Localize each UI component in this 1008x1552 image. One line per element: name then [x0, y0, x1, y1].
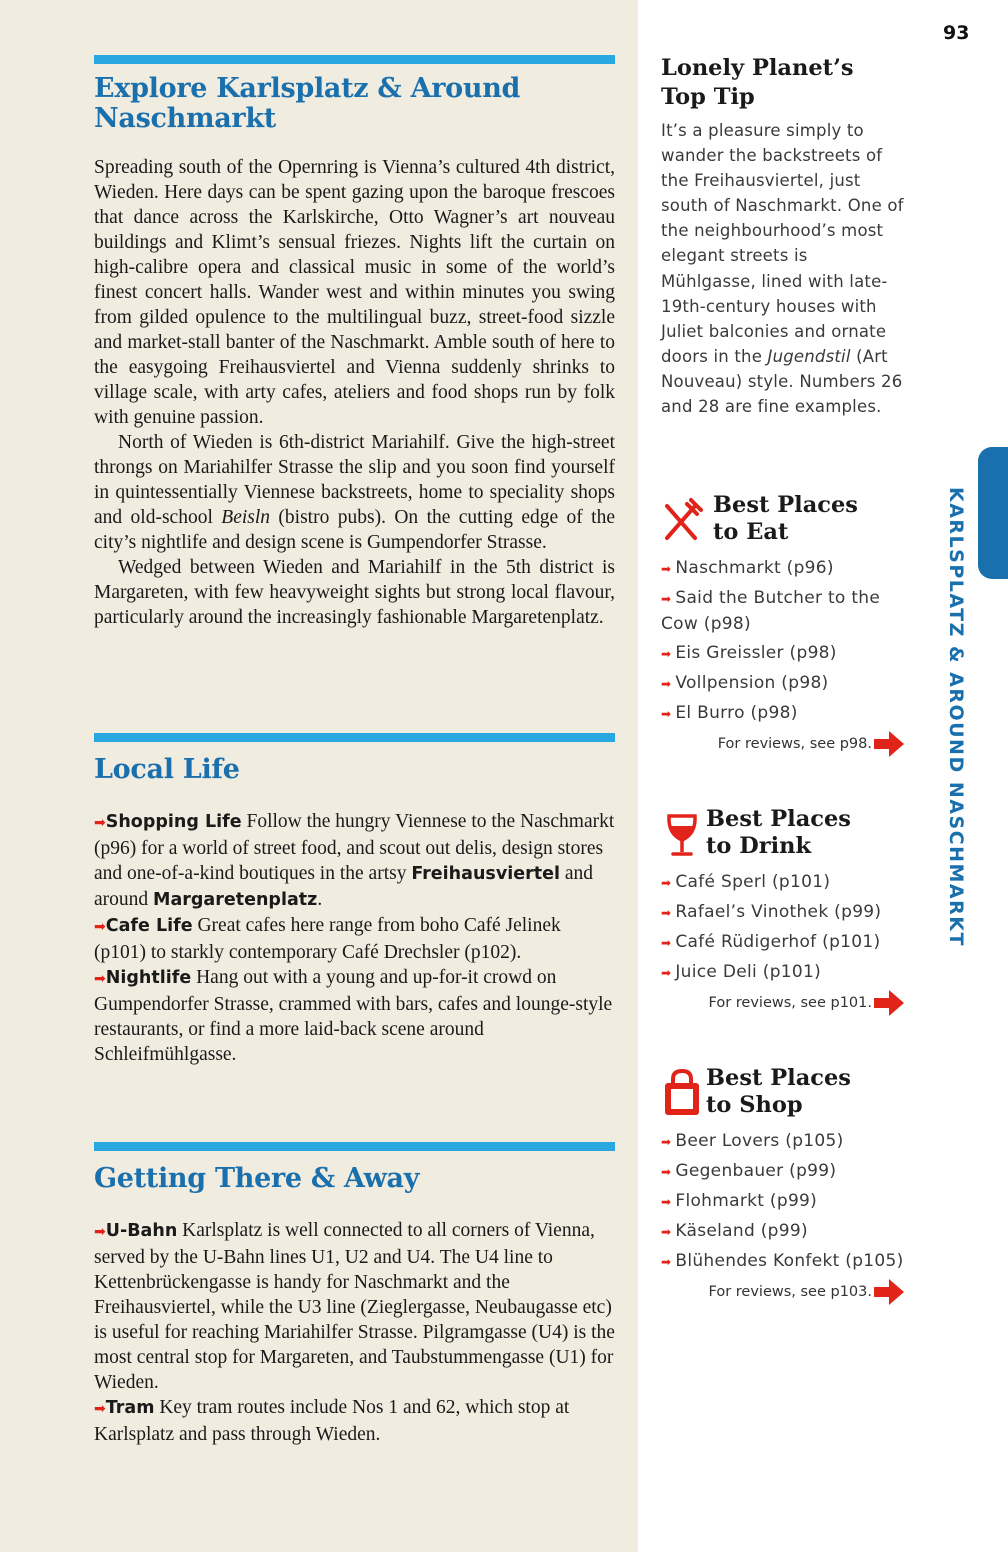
arrow-icon: ➡: [661, 1165, 672, 1179]
best-eat-box: [661, 492, 906, 757]
arrow-icon: ➡: [661, 1225, 672, 1239]
arrow-icon: ➡: [94, 1401, 106, 1417]
arrow-icon: ➡: [661, 677, 672, 691]
page-number: 93: [943, 22, 970, 44]
place-item[interactable]: ➡ Juice Deli (p101): [661, 962, 822, 982]
place-item[interactable]: ➡ Café Sperl (p101): [661, 872, 831, 892]
cafe-life-item: ➡Cafe Life Great cafes here range from boho Café Jelinek (p101) to starkly contemporary Café Drechsler (p102).: [94, 915, 561, 963]
place-item[interactable]: ➡ Café Rüdigerhof (p101): [661, 932, 881, 952]
drink-list: [661, 870, 906, 986]
arrow-icon: ➡: [661, 936, 672, 950]
arrow-icon: ➡: [94, 919, 106, 935]
place-item[interactable]: ➡ Vollpension (p98): [661, 673, 829, 693]
place-item[interactable]: ➡ Said the Butcher to the Cow (p98): [661, 588, 881, 634]
getting-there-title: Getting There & Away: [94, 1163, 420, 1194]
top-tip-text: It’s a pleasure simply to wander the backstreets of the Freihausviertel, just south of Naschmarkt. One of the neighbourhood’s most elegant streets is Mühlgasse, lined with late-19th-century houses with Juliet balconies and ornate doors in the Jugendstil (Art Nouveau) style. Numbers 26 and 28 are fine examples.: [661, 121, 904, 417]
shop-list: [661, 1129, 906, 1275]
shopping-bag-icon: [661, 1069, 703, 1117]
section-rule: [94, 733, 615, 742]
top-tip-title: Lonely Planet’s Top Tip: [661, 55, 854, 110]
shopping-life-item: ➡Shopping Life Follow the hungry Viennese to the Naschmarkt (p96) for a world of street food, and scout out delis, design stores and one-of-a-kind boutiques in the artsy Freihausviertel and around Margaretenplatz.: [94, 811, 615, 910]
chapter-tab: [978, 447, 1008, 579]
place-item[interactable]: ➡ Blühendes Konfekt (p105): [661, 1251, 904, 1271]
arrow-icon: ➡: [661, 647, 672, 661]
place-item[interactable]: ➡ El Burro (p98): [661, 703, 798, 723]
best-shop-title: Best Places to Shop: [706, 1065, 851, 1118]
section-rule: [94, 55, 615, 64]
place-item[interactable]: ➡ Rafael’s Vinothek (p99): [661, 902, 882, 922]
fork-knife-icon: [661, 496, 703, 544]
wine-glass-icon: [661, 810, 703, 858]
place-item[interactable]: ➡ Eis Greissler (p98): [661, 643, 837, 663]
ubahn-item: ➡U-Bahn Karlsplatz is well connected to all corners of Vienna, served by the U-Bahn lines U1, U2 and U4. The U4 line to Kettenbrückengasse is handy for Naschmarkt and the Freihausviertel, while the U3 line (Zieglergasse, Neubaugasse etc) is useful for reaching Mariahilfer Strasse. Pilgramgasse (U4) is the most central stop for Margareten, and Taubstummengasse (U1) for Wieden.: [94, 1220, 615, 1393]
top-tip-box: [661, 54, 906, 419]
arrow-icon: ➡: [661, 1135, 672, 1149]
drink-reviews-link[interactable]: For reviews, see p101.: [661, 990, 906, 1016]
local-life-title: Local Life: [94, 754, 240, 785]
best-drink-title: Best Places to Drink: [706, 806, 851, 859]
place-item[interactable]: ➡ Beer Lovers (p105): [661, 1131, 844, 1151]
eat-list: [661, 556, 906, 727]
arrow-icon: ➡: [94, 815, 106, 831]
arrow-icon: ➡: [661, 707, 672, 721]
best-shop-box: [661, 1065, 906, 1305]
arrow-icon: ➡: [94, 971, 106, 987]
arrow-icon: ➡: [661, 592, 672, 606]
nightlife-item: ➡Nightlife Hang out with a young and up-for-it crowd on Gumpendorfer Strasse, crammed with bars, cafes and lounge-style restaurants, or find a more laid-back scene around Schleifmühlgasse.: [94, 967, 613, 1065]
arrow-icon: ➡: [661, 562, 672, 576]
local-life-body: [94, 809, 615, 1067]
arrow-icon: ➡: [94, 1224, 106, 1240]
arrow-right-icon: [874, 1279, 904, 1305]
explore-title: Explore Karlsplatz & Around Naschmarkt: [94, 73, 521, 134]
arrow-icon: ➡: [661, 966, 672, 980]
shop-reviews-link[interactable]: For reviews, see p103.: [661, 1279, 906, 1305]
arrow-icon: ➡: [661, 1255, 672, 1269]
eat-reviews-link[interactable]: For reviews, see p98.: [661, 731, 906, 757]
best-eat-title: Best Places to Eat: [713, 492, 858, 545]
place-item[interactable]: ➡ Käseland (p99): [661, 1221, 808, 1241]
place-item[interactable]: ➡ Flohmarkt (p99): [661, 1191, 818, 1211]
place-item[interactable]: ➡ Naschmarkt (p96): [661, 558, 834, 578]
arrow-right-icon: [874, 990, 904, 1016]
explore-section: [94, 55, 615, 630]
explore-paragraph-1: Spreading south of the Opernring is Vienna’s cultured 4th district, Wieden. Here days can be spent gazing upon the baroque frescoes that dance across the Karlskirche, Otto Wagner’s art nouveau buildings and Klimt’s sensual friezes. Nights lift the curtain on high-calibre opera and classical music in some of the world’s finest concert halls. Wander west and within minutes you swing from gilded opulence to the multilingual buzz, street-food sizzle and market-stall banter of the Naschmarkt. Amble south of here to the easygoing Freihausviertel and Vienna suddenly shrinks to village scale, with arty cafes, ateliers and food shops run by folk with genuine passion.: [94, 157, 615, 428]
local-life-section: [94, 733, 615, 1067]
arrow-right-icon: [874, 731, 904, 757]
tram-item: ➡Tram Key tram routes include Nos 1 and 62, which stop at Karlsplatz and pass through Wieden.: [94, 1397, 570, 1445]
getting-there-body: [94, 1218, 615, 1447]
arrow-icon: ➡: [661, 1195, 672, 1209]
explore-paragraph-2: North of Wieden is 6th-district Mariahilf. Give the high-street throngs on Mariahilfer Strasse the slip and you soon find yourself in quintessentially Viennese backstreets, home to speciality shops and old-school Beisln (bistro pubs). On the cutting edge of the city’s nightlife and design scene is Gumpendorfer Strasse.: [94, 432, 616, 553]
section-rule: [94, 1142, 615, 1151]
place-item[interactable]: ➡ Gegenbauer (p99): [661, 1161, 837, 1181]
explore-body: [94, 155, 615, 630]
getting-there-section: [94, 1142, 615, 1447]
arrow-icon: ➡: [661, 906, 672, 920]
chapter-label: KARLSPLATZ & AROUND NASCHMARKT: [945, 487, 967, 947]
explore-paragraph-3: Wedged between Wieden and Mariahilf in the 5th district is Margareten, with few heavyweight sights but strong local flavour, particularly around the increasingly fashionable Margaretenplatz.: [94, 557, 615, 628]
best-drink-box: [661, 806, 906, 1016]
arrow-icon: ➡: [661, 876, 672, 890]
